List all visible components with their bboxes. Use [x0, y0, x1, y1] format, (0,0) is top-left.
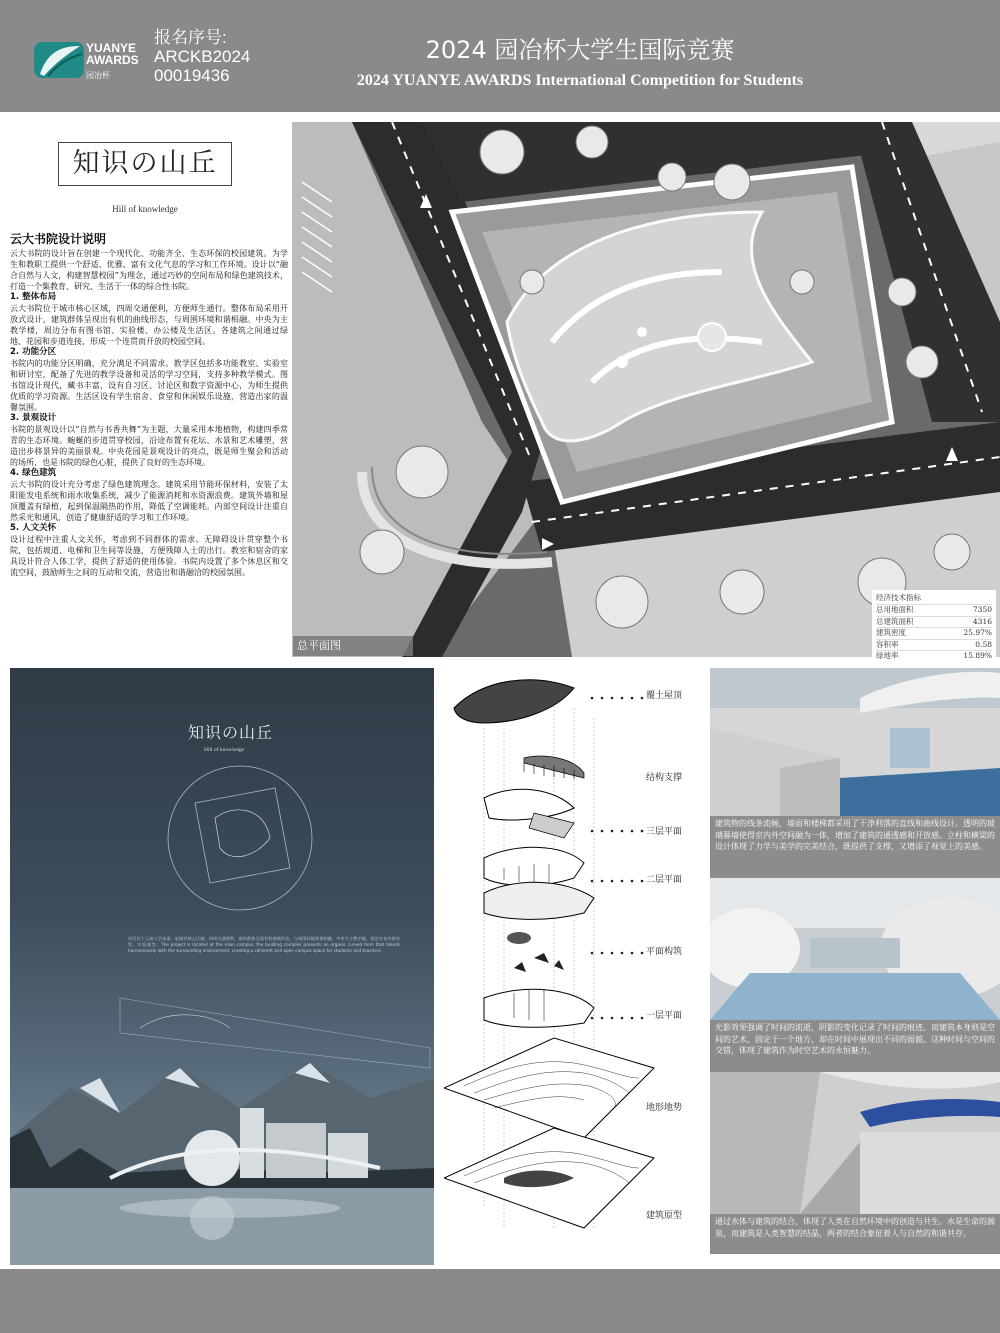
section-text: 书院内的功能分区明确，充分满足不同需求。教学区包括多功能教室、实验室和研讨室，配备了先进的教学设备和灵活的学习空间，支持多种教学模式。图书馆设计现代，藏书丰富，设有自习区、讨论区和数字资源中心，为师生提供优质的学习资源。生活区设有学生宿舍、食堂和休闲娱乐设施，营造出家的温馨氛围。: [10, 359, 288, 412]
axo-label-1f: 一层平面: [646, 1011, 683, 1021]
axo-label-roof: 覆土屋顶: [646, 691, 683, 701]
render-1-image: [710, 668, 1000, 816]
render-2-image: [710, 878, 1000, 1020]
table-row: [876, 616, 992, 628]
table-row: [876, 639, 992, 651]
row-value: 0.58: [975, 639, 992, 649]
table-row: [876, 627, 992, 639]
logo-line-2: AWARDS: [86, 53, 139, 67]
logo-wordmark: [86, 42, 139, 66]
section-text: 云大书院的设计充分考虑了绿色建筑理念。建筑采用节能环保材料，安装了太阳能发电系统和雨水收集系统，减少了能源消耗和水资源浪费。建筑外墙和屋顶覆盖有绿植，起到保温隔热的作用，降低了空调能耗。内部空间设计注重自然采光和通风，创造了健康舒适的学习和工作环境。: [10, 480, 288, 522]
exploded-axonometric: [444, 668, 710, 1268]
section-title: 3. 景观设计: [10, 413, 57, 423]
project-subtitle: Hill of knowledge: [112, 204, 178, 214]
section-text: 书院的景观设计以“自然与书香共舞”为主题，大量采用本地植物，构建四季常青的生态环境。蜿蜒的步道贯穿校园，沿途布置有花坛、水景和艺术雕塑，营造出步移景异的美丽景观。中央花园是景观设计的亮点，既是师生聚会和活动的场所，也是书院的绿色心脏，提供了良好的生态环境。: [10, 425, 288, 467]
section-text: 云大书院位于城市核心区域，四周交通便利，方便师生通行。整体布局采用开放式设计，建筑群体呈现出有机的曲线形态，与周围环境和谐相融。中央为主教学楼，周边分布有图书馆、实验楼、办公楼及生活区。各建筑之间通过绿地、花园和步道连接，形成一个连贯而开放的校园空间。: [10, 304, 288, 346]
description-heading: 云大书院设计说明: [10, 232, 107, 246]
axonometric-drawing: [444, 668, 710, 1268]
row-key: 建筑密度: [876, 628, 906, 637]
site-plan-drawing: [292, 122, 1000, 657]
poster-artwork: [10, 668, 434, 1265]
axo-label-terrain: 地形地势: [646, 1103, 683, 1113]
row-key: 绿地率: [876, 651, 899, 660]
section-text: 设计过程中注重人文关怀，考虑到不同群体的需求。无障碍设计贯穿整个书院，包括坡道、电梯和卫生间等设施，方便残障人士的出行。教室和宿舍的家具设计符合人体工学，提供了舒适的使用体验。书院内设置了多个休息区和交流空间，鼓励师生之间的互动和交流，营造出和谐融洽的校园氛围。: [10, 535, 288, 577]
description-intro: 云大书院的设计旨在创建一个现代化、功能齐全、生态环保的校园建筑。为学生和教职工提供一个舒适、优雅、富有文化气息的学习和工作环境。设计以“融合自然与人文，构建智慧校园”为理念，通过巧妙的空间布局和绿色建筑技术，打造一个集教育、研究、生活于一体的综合性书院。: [10, 249, 288, 291]
row-value: 25.97%: [963, 628, 992, 637]
site-plan: [292, 122, 1000, 657]
design-description: [10, 230, 288, 578]
axo-label-3f: 三层平面: [646, 827, 683, 837]
render-3: [710, 1072, 1000, 1214]
project-title: 知识の山丘: [58, 142, 232, 186]
yuanye-logo: [34, 40, 92, 80]
tech-table-title: 经济技术指标: [876, 593, 921, 602]
competition-title-en: 2024 YUANYE AWARDS International Competition for Students: [356, 72, 804, 89]
table-row: [876, 650, 992, 662]
row-key: 总用地面积: [876, 605, 914, 614]
reg-label: 报名序号:: [154, 28, 227, 47]
logo-line-1: YUANYE: [86, 41, 137, 55]
section-title: 1. 整体布局: [10, 292, 57, 302]
render-2: [710, 878, 1000, 1020]
row-value: 7350: [972, 605, 992, 614]
section-title: 4. 绿色建筑: [10, 468, 57, 478]
axo-label-2f: 二层平面: [646, 875, 683, 885]
competition-title-cn: 2024 园冶杯大学生国际竞赛: [425, 36, 735, 64]
tech-indicators-table: [872, 590, 996, 664]
render-3-image: [710, 1072, 1000, 1214]
header-bar: [0, 0, 1000, 112]
render-1: [710, 668, 1000, 816]
axo-label-prototype: 建筑原型: [646, 1211, 683, 1221]
axo-label-plane-structure: 平面构筑: [646, 947, 683, 957]
axo-label-structure: 结构支撑: [646, 773, 683, 783]
poster-subtitle: Hill of knowledge: [204, 747, 245, 753]
row-key: 容积率: [876, 639, 899, 649]
render-1-caption: 建筑物的线条流畅，墙面和楼梯都采用了干净利落的直线和曲线设计。透明的玻璃幕墙使得室内外空间融为一体，增加了建筑的通透感和开放感。立柱和横梁的设计体现了力学与美学的完美结合，既提供了支撑，又增添了视觉上的美感。: [710, 816, 1000, 878]
render-3-caption: 通过水体与建筑的结合，体现了人类在自然环境中的创造与共生。水是生命的源泉，而建筑是人类智慧的结晶，两者的结合象征着人与自然的和谐共存。: [710, 1214, 1000, 1254]
site-plan-label: 总平面图: [293, 636, 413, 656]
footer-bar: [0, 1269, 1000, 1333]
reg-number-line-1: ARCKB2024: [154, 47, 251, 66]
section-title: 2. 功能分区: [10, 347, 57, 357]
poster-body-text: 项目位于云南大学本部，是城市核心区域，四周交通便利，建筑群体呈现有机曲线形态，与周围环境和谐相融。中央为主教学楼，周边分布有图书馆、实验楼等。The project is located at the main campus, the building complex presents an organic curved form that blends harmoniously with the surrounding environment, creating a coherent and open campus space for students and teachers.: [128, 936, 400, 954]
row-key: 总建筑面积: [876, 616, 914, 626]
poster-title: 知识の山丘: [188, 723, 274, 742]
render-2-caption: 光影效果强调了时间的流逝，阴影的变化记录了时间的痕迹。而建筑本身则是空间的艺术，固定于一个地方，却在时间中展现出不同的面貌。这种时间与空间的交错，体现了建筑作为时空艺术的永恒魅力。: [710, 1020, 1000, 1072]
row-value: 4316: [972, 616, 992, 626]
logo-cn: 园冶杯: [86, 71, 110, 80]
table-row: [876, 604, 992, 616]
section-title: 5. 人文关怀: [10, 523, 57, 533]
row-value: 15.89%: [963, 651, 992, 660]
concept-poster: [10, 668, 434, 1265]
reg-number-line-2: 00019436: [154, 66, 230, 85]
registration-number: [154, 28, 250, 85]
